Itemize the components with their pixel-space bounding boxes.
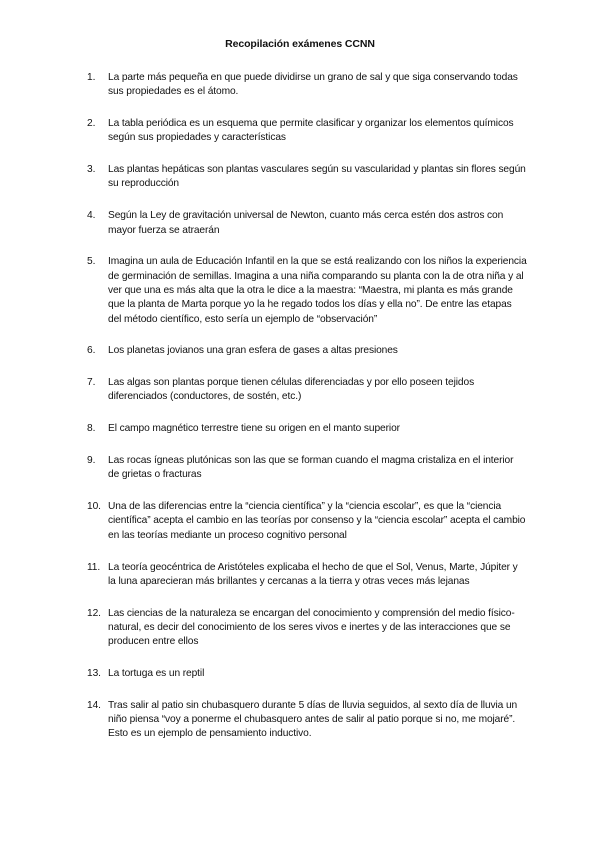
question-number: 2. xyxy=(87,118,96,130)
question-number: 14. xyxy=(87,699,101,711)
question-item xyxy=(87,71,527,100)
question-text: Tras salir al patio sin chubasquero durante 5 días de lluvia seguidos, al sexto día de lluvia un niño piensa “voy a ponerme el chubasquero antes de salir al patio porque si no, me mojaré”. Esto es un ejemplo de pensamiento inductivo. xyxy=(108,699,518,740)
question-number: 12. xyxy=(87,607,101,619)
question-number: 8. xyxy=(87,423,96,435)
question-number: 1. xyxy=(87,72,96,83)
question-text: La parte más pequeña en que puede dividirse un grano de sal y que siga conservando todas sus propiedades es el átomo. xyxy=(108,72,518,98)
question-text: Una de las diferencias entre la “ciencia científica” y la “ciencia escolar”, es que la “ciencia científica” acepta el cambio en las teorías por consenso y la “ciencia escolar” acepta el cambio en las teorías mediante un proceso cognitivo personal xyxy=(108,501,526,541)
question-text: Imagina un aula de Educación Infantil en la que se está realizando con los niños la experiencia de germinación de semillas. Imagina a una niña comparando su planta con la de otra niña y al ver que una es más alta que la otra le dice a la maestra: “Maestra, mi planta es más grande que la planta de Marta porque yo la he regado todos los días y ella no”. De entre las etapas del método científico, esto sería un ejemplo de “observación” xyxy=(108,256,527,325)
question-number: 5. xyxy=(87,256,96,268)
question-item xyxy=(87,376,527,405)
question-text: Las ciencias de la naturaleza se encargan del conocimiento y comprensión del medio físico-natural, es decir del conocimiento de los seres vivos e inertes y de las interacciones que se producen entre ellos xyxy=(108,607,515,648)
question-number: 9. xyxy=(87,455,96,467)
question-number: 10. xyxy=(87,501,101,513)
question-item xyxy=(87,344,527,358)
question-item xyxy=(87,561,527,590)
question-number: 11. xyxy=(87,561,101,573)
question-item xyxy=(87,699,527,742)
question-item xyxy=(87,255,527,326)
question-number: 7. xyxy=(87,377,96,389)
question-item xyxy=(87,454,527,483)
question-item xyxy=(87,163,527,192)
question-text: Según la Ley de gravitación universal de Newton, cuanto más cerca estén dos astros con mayor fuerza se atraerán xyxy=(108,210,504,236)
question-item xyxy=(87,500,527,543)
document-title: Recopilación exámenes CCNN xyxy=(225,38,375,50)
question-item xyxy=(87,422,527,436)
question-number: 6. xyxy=(87,345,96,357)
question-text: El campo magnético terrestre tiene su origen en el manto superior xyxy=(108,423,400,435)
question-text: La tabla periódica es un esquema que permite clasificar y organizar los elementos químicos según sus propiedades y características xyxy=(108,118,514,144)
question-text: Los planetas jovianos una gran esfera de gases a altas presiones xyxy=(108,345,398,357)
question-number: 13. xyxy=(87,668,101,680)
question-number: 4. xyxy=(87,210,96,222)
question-text: Las plantas hepáticas son plantas vasculares según su vascularidad y plantas sin flores según su reproducción xyxy=(108,164,526,190)
question-list xyxy=(87,71,527,759)
question-item xyxy=(87,209,527,238)
question-text: La tortuga es un reptil xyxy=(108,668,205,680)
question-item xyxy=(87,117,527,146)
question-text: La teoría geocéntrica de Aristóteles explicaba el hecho de que el Sol, Venus, Marte, Júpiter y la luna aparecieran más brillantes y cercanas a la tierra y otras veces más lejanas xyxy=(108,561,518,587)
question-item xyxy=(87,667,527,681)
question-text: Las algas son plantas porque tienen células diferenciadas y por ello poseen tejidos diferenciados (conductores, de sostén, etc.) xyxy=(108,377,475,403)
question-item xyxy=(87,607,527,650)
question-number: 3. xyxy=(87,164,96,176)
question-text: Las rocas ígneas plutónicas son las que se forman cuando el magma cristaliza en el interior de grietas o fracturas xyxy=(108,455,514,481)
